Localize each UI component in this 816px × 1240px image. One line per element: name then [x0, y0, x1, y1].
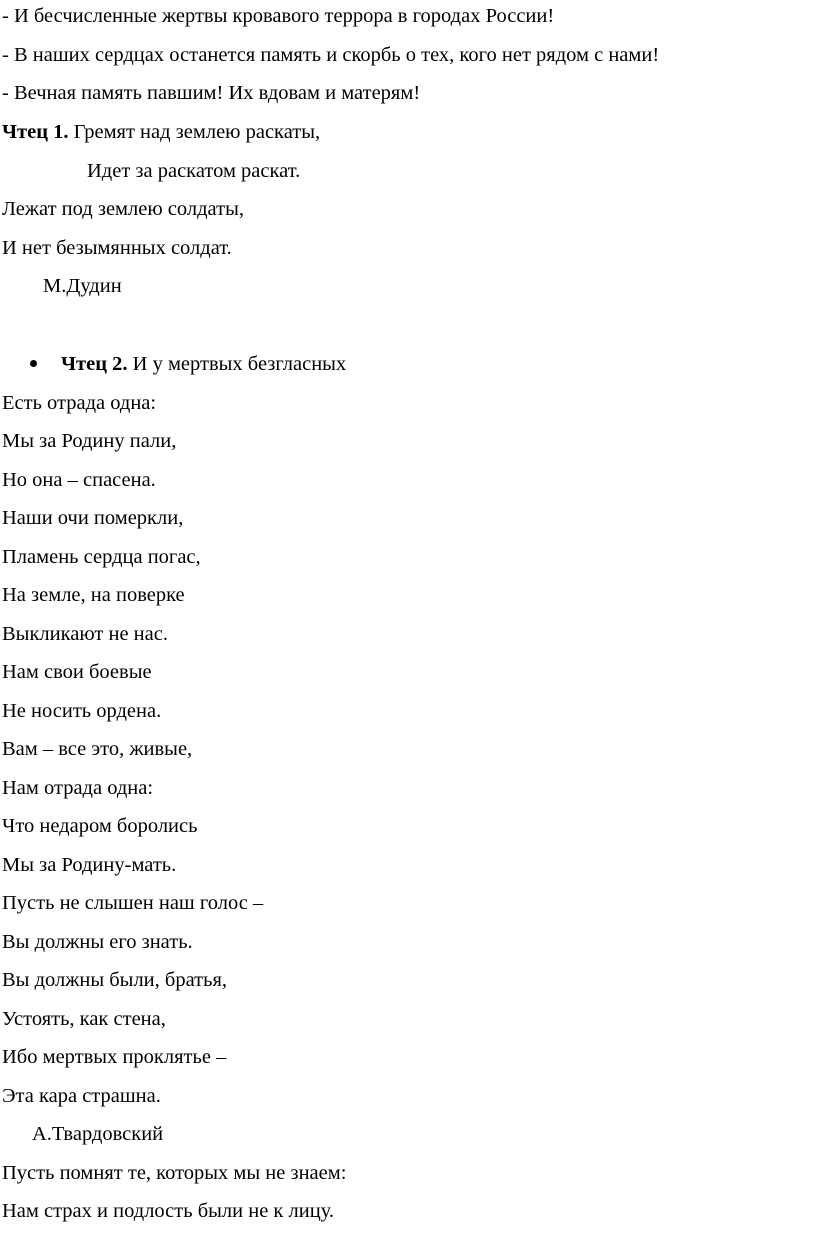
poem-line: Вы должны были, братья, [2, 969, 228, 991]
poem-line: Идет за раскатом раскат. [87, 160, 301, 182]
author-signature: А.Твардовский [32, 1123, 164, 1145]
poem-line: Пламень сердца погас, [2, 546, 201, 568]
poem-line: Что недаром боролись [2, 815, 198, 837]
intro-line: - Вечная память павшим! Их вдовам и матерям! [2, 82, 421, 104]
poem-line: Выкликают не нас. [2, 623, 168, 645]
poem-line: Мы за Родину-мать. [2, 854, 177, 876]
poem-line: Нам отрада одна: [2, 777, 154, 799]
poem-line: Нам свои боевые [2, 661, 152, 683]
poem-line: Пусть не слышен наш голос – [2, 892, 264, 914]
bullet-icon [30, 360, 37, 367]
poem-line: Есть отрада одна: [2, 392, 157, 414]
poem-line: Мы за Родину пали, [2, 430, 177, 452]
poem-line: Но она – спасена. [2, 469, 156, 491]
poem-line: Вы должны его знать. [2, 931, 193, 953]
poem-line: Вам – все это, живые, [2, 738, 193, 760]
poem-line: Наши очи померкли, [2, 507, 184, 529]
poem-line: Не носить ордена. [2, 700, 162, 722]
poem-line: Ибо мертвых проклятье – [2, 1046, 227, 1068]
reader1-first-text: Гремят над землею раскаты, [68, 121, 321, 143]
poem-line: Устоять, как стена, [2, 1008, 166, 1030]
reader2-label: Чтец 2. [61, 353, 128, 375]
reader2-first-text: И у мертвых безгласных [127, 353, 347, 375]
poem-line: На земле, на поверке [2, 584, 185, 606]
intro-line: - В наших сердцах останется память и скорбь о тех, кого нет рядом с нами! [2, 44, 660, 66]
author-signature: М.Дудин [43, 275, 122, 297]
poem-line: Эта кара страшна. [2, 1085, 161, 1107]
intro-line: - И бесчисленные жертвы кровавого террора в городах России! [2, 5, 555, 27]
poem-line: И нет безымянных солдат. [2, 237, 232, 259]
poem-line: Лежат под землею солдаты, [2, 198, 244, 220]
reader1-first-line [2, 120, 320, 144]
closing-line: Пусть помнят те, которых мы не знаем: [2, 1162, 347, 1184]
reader2-first-line [61, 352, 346, 376]
reader1-label: Чтец 1. [2, 121, 69, 143]
closing-line: Нам страх и подлость были не к лицу. [2, 1200, 335, 1222]
